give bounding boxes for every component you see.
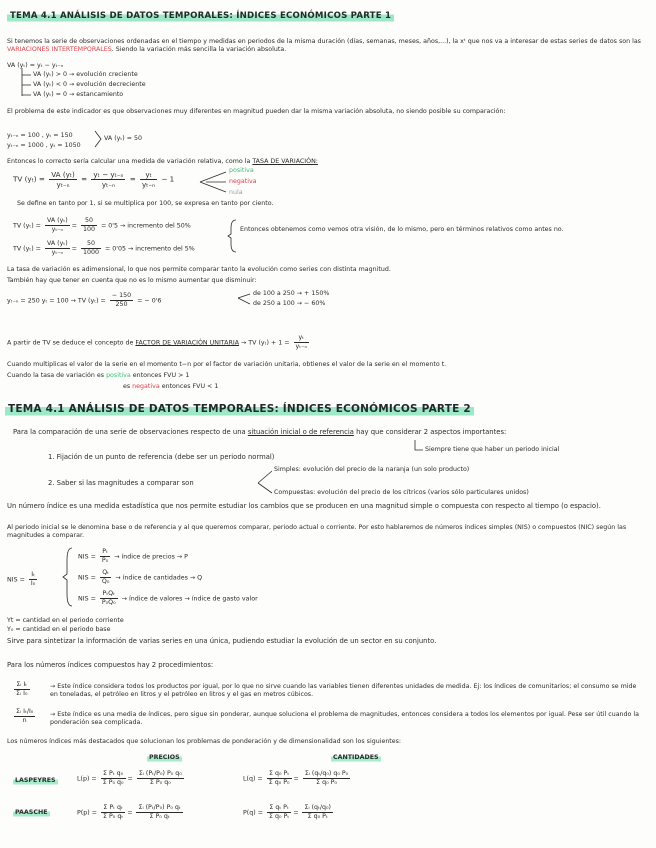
tv-nula: nula (229, 189, 243, 196)
tv-note: Entonces obtenemos como vemos otra visión, de lo mismo, pero en términos relativos como antes no. (240, 226, 564, 233)
tv-formula: TV (yₜ) = $\frac{\text{VA (yₜ)}}{\text{yₜ₋ₙ}}$ = $\frac{\text{yₜ − yₜ₋ₙ}}{\text{yₜ₋ₙ}}$ = $\frac{\text{yₜ}}{\text{yₜ₋ₙ}}$ − 1 (13, 170, 175, 189)
tv-frac-1: $\frac{\text{VA (yₜ)}}{\text{yₜ₋ₙ}}$ (51, 170, 75, 189)
problem-text: El problema de este indicador es que observaciones muy diferentes en magnitud pueden dar la misma variación absoluta, no siendo posible su comparación: (7, 108, 506, 115)
nis-general: NIS = $\frac{\text{Iₜ}}{\text{I₀}}$ (7, 571, 36, 587)
nic-text: Para los números índices compuestos hay 2 procedimientos: (7, 661, 214, 669)
col-precios: PRECIOS (149, 754, 180, 761)
tv-definition: Se define en tanto por 1, si se multiplica por 100, se expresa en tanto por ciento. (17, 200, 274, 207)
nis-brace (0, 0, 1, 1)
y0-def: Y₀ = cantidad en el periodo base (7, 626, 111, 633)
va-case-1: VA (yₜ) > 0 → evolución creciente (33, 71, 138, 78)
sint-text: Sirve para sintetizar la información de varias series en una única, pudiendo estudiar la evolución de un sector en su conjunto. (7, 637, 437, 645)
adim-example: yₜ₋ₙ = 250 yₜ = 100 → TV (yₜ) = $\frac{- 150}{250}$ = − 0'6 (7, 292, 162, 308)
tv-lhs: TV (yₜ) = (13, 174, 45, 184)
tv-frac-3: $\frac{\text{yₜ}}{\text{yₜ₋ₙ}}$ (142, 170, 156, 189)
intro-end: . Siendo la variación más sencilla la variación absoluta. (111, 45, 287, 53)
tasa-intro-text: Entonces lo correcto sería calcular una medida de variación relativa, como la (7, 158, 251, 165)
row-paasche: PAASCHE (15, 809, 48, 816)
tv-end: − 1 (161, 174, 175, 184)
va-case-2: VA (yₜ) < 0 → evolución decreciente (33, 81, 146, 88)
laspeyres-cantidades: L(q) = $\frac{\text{Σ q₀ Pₜ}}{\text{Σ q₀ P₀}}$ = $\frac{\text{Σᵢ (qₜ/q₀) q₀ P₀}}{\text{Σ q₀ P₀}}$ (243, 770, 349, 786)
ni-definition-2: Al periodo inicial se le denomina base o de referencia y al que queremos comparar, periodo actual o corriente. Por esto hablaremos de números índices simples (NIS) o compuestos (NIC) según las magnitudes a comparar. (7, 524, 627, 539)
nic-text-1: → Este índice considera todos los productos por igual, por lo que no sirve cuando las variables tienen diferentes unidades de medida. Ej: los índices de comunitarios; el consumo se mide en toneladas, el petróleo en litros y el petróleo en litros y el gas en metros cúbicos. (50, 683, 637, 698)
part1-intro (7, 38, 647, 54)
ni-definition: Un número índice es una medida estadística que nos permite estudiar los cambios que se producen en una magnitud simple o compuesta con respecto al tiempo (o espacio). (7, 502, 601, 510)
adim-text: La tasa de variación es adimensional, lo que nos permite comparar tanto la evolución como series con distinta magnitud. (7, 266, 391, 273)
nis-valores: NIS = $\frac{\text{PₜQₜ}}{\text{P₀Q₀}}$ → índice de valores → índice de gasto valor (78, 590, 258, 606)
tv-example-2: TV (yₜ) = $\frac{\text{VA (yₜ)}}{\text{yₜ₋ₙ}}$ = $\frac{50}{1000}$ = 0'05 → incremento del 5% (13, 240, 195, 256)
adim-result-1: de 100 a 250 → + 150% (253, 290, 330, 297)
intro-text: Si tenemos la serie de observaciones ordenadas en el tiempo y medidas en periodos de la misma duración (días, semanas, meses, años,...), la xᵗ que nos va a interesar de estas series de datos son las (7, 38, 641, 45)
siempre-note: Siempre tiene que haber un periodo inicial (425, 446, 560, 453)
compuestas-note: Compuestas: evolución del precio de los cítricos (varios sólo particulares unidos) (274, 489, 529, 496)
laspeyres-precios: L(p) = $\frac{\text{Σ Pₜ q₀}}{\text{Σ P₀ q₀}}$ = $\frac{\text{Σᵢ (Pₜ/P₀) P₀ q₀}}{\text{Σ P₀ q₀}}$ (77, 770, 182, 786)
nis-cantidades: NIS = $\frac{\text{Qₜ}}{\text{Q₀}}$ → índice de cantidades → Q (78, 569, 203, 585)
tv-positiva: positiva (229, 167, 254, 174)
nis-precios: NIS = $\frac{\text{Pₜ}}{\text{P₀}}$ → índice de precios → P (78, 548, 188, 564)
tasa-intro (7, 158, 318, 166)
ftv-name: FACTOR DE VARIACIÓN UNITARIA (135, 339, 240, 347)
example-result: VA (yₜ) = 50 (104, 135, 143, 142)
row-laspeyres: LASPEYRES (15, 777, 56, 784)
part2-title: TEMA 4.1 ANÁLISIS DE DATOS TEMPORALES: ÍNDICES ECONÓMICOS PARTE 2 (5, 402, 474, 417)
nic-formula-1: $\frac{\text{Σᵢ Iₜ}}{\text{Σᵢ I₀}}$ (16, 681, 28, 697)
col-cantidades: CANTIDADES (333, 754, 379, 761)
point-2: 2. Saber si las magnitudes a comparar son (48, 479, 194, 487)
nic-formula-2: $\frac{\text{Σᵢ Iₜ/I₀}}{n}$ (16, 708, 34, 724)
ftv-case-1: Cuando la tasa de variación es positiva entonces FVU > 1 (7, 372, 190, 379)
va-case-3: VA (yₜ) = 0 → estancamiento (33, 91, 124, 98)
intro-underlined: situación inicial o de referencia (247, 428, 354, 436)
va-formula: VA (yₜ) = yₜ − yₜ₋ₙ (7, 62, 64, 69)
point-1: 1. Fijación de un punto de referencia (debe ser un periodo normal) (48, 453, 275, 461)
example-1: yₜ₋ₙ = 100 , yₜ = 150 (7, 132, 73, 139)
ftv-case-2: es negativa entonces FVU < 1 (123, 383, 219, 390)
adim-text-2: También hay que tener en cuenta que no es lo mismo aumentar que disminuir: (7, 277, 257, 284)
yt-def: Yt = cantidad en el periodo corriente (7, 617, 124, 624)
simple-note: Simples: evolución del precio de la naranja (un solo producto) (274, 466, 470, 473)
tasa-name: TASA DE VARIACIÓN: (252, 158, 318, 165)
ftv-line: A partir de TV se deduce el concepto de FACTOR DE VARIACIÓN UNITARIA → TV (yₜ) + 1 = $\frac{\text{yₜ}}{\text{yₜ₋ₙ}}$ (7, 334, 307, 350)
paasche-precios: P(p) = $\frac{\text{Σ Pₜ qₜ}}{\text{Σ P₀ qₜ}}$ = $\frac{\text{Σᵢ (Pₜ/P₀) P₀ qₜ}}{\text{Σ P₀ qₜ}}$ (77, 804, 181, 820)
tv-frac-2: $\frac{\text{yₜ − yₜ₋ₙ}}{\text{yₜ₋ₙ}}$ (93, 170, 124, 189)
intro-highlight: VARIACIONES INTERTEMPORALES (7, 45, 112, 53)
paasche-cantidades: P(q) = $\frac{\text{Σ qₜ Pₜ}}{\text{Σ q₀ Pₜ}}$ = $\frac{\text{Σᵢ (qₜ/q₀)}}{\text{Σ q₀ Pₜ}}$ (243, 804, 331, 820)
adim-result-2: de 250 a 100 → − 60% (253, 300, 326, 307)
tv-negativa: negativa (229, 178, 257, 185)
ftv-text: Cuando multiplicas el valor de la serie en el momento t−n por el factor de variación unitaria, obtienes el valor de la serie en el momento t. (7, 361, 447, 368)
part2-intro: Para la comparación de una serie de observaciones respecto de una situación inicial o de referencia hay que considerar 2 aspectos importantes: (13, 428, 507, 436)
pond-text: Los números índices más destacados que solucionan los problemas de ponderación y de dimensionalidad son los siguientes: (7, 738, 402, 745)
nic-text-2: → Este índice es una media de índices, pero sigue sin ponderar, aunque soluciona el problema de magnitudes, entonces considera a todos los elementos por igual. Pese ser útil cuando la ponderación sea complicada. (50, 711, 640, 726)
part1-title: TEMA 4.1 ANÁLISIS DE DATOS TEMPORALES: ÍNDICES ECONÓMICOS PARTE 1 (7, 10, 394, 23)
example-2: yₜ₋ₙ = 1000 , yₜ = 1050 (7, 142, 81, 149)
tv-example-1: TV (yₜ) = $\frac{\text{VA (yₜ)}}{\text{yₜ₋ₙ}}$ = $\frac{50}{100}$ = 0'5 → incremento del 50% (13, 217, 191, 233)
